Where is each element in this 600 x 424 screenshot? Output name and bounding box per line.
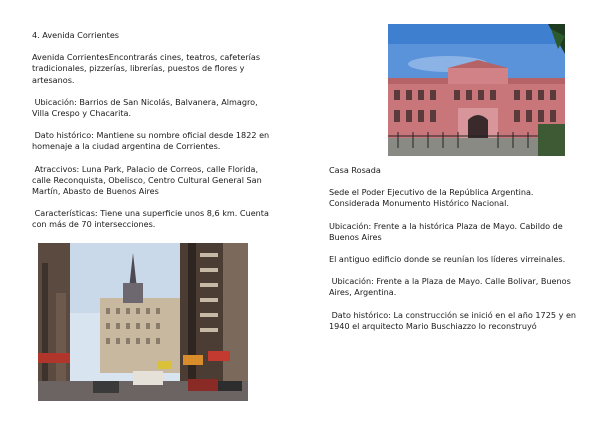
- avenida-corrientes-photo: [38, 243, 248, 401]
- paragraph: Ubicación: Barrios de San Nicolás, Balvanera, Almagro, Villa Crespo y Chacarita.: [32, 96, 261, 119]
- paragraph: Dato histórico: Mantiene su nombre oficial desde 1822 en homenaje a la ciudad argentina de Corrientes.: [32, 130, 272, 152]
- paragraph: Atraccivos: Luna Park, Palacio de Correos, calle Florida, calle Reconquista, Obelisco, Centro Cultural General San Martín, Abasto de Buenos Aires: [32, 163, 265, 197]
- casa-rosada-photo: [388, 24, 565, 156]
- section-heading-corrientes: 4. Avenida Corrientes: [32, 30, 120, 40]
- paragraph: Sede el Poder Ejecutivo de la República Argentina. Considerada Monumento Histórico Nacional.: [329, 187, 537, 209]
- paragraph: Dato histórico: La construcción se inició en el año 1725 y en 1940 el arquitecto Mario Buschiazzo lo reconstruyó: [329, 309, 579, 331]
- paragraph: El antiguo edificio donde se reunían los líderes virreinales.: [329, 254, 566, 265]
- paragraph: Ubicación: Frente a la histórica Plaza de Mayo. Cabildo de Buenos Aires: [329, 220, 566, 242]
- left-column: [32, 30, 277, 242]
- section-heading-casa-rosada: Casa Rosada: [329, 165, 381, 175]
- right-column: [329, 165, 585, 343]
- paragraph: Ubicación: Frente a la Plaza de Mayo. Calle Bolivar, Buenos Aires, Argentina.: [329, 276, 574, 298]
- paragraph: Avenida CorrientesEncontrarás cines, teatros, cafeterías tradicionales, pizzerías, librerías, puestos de flores y artesanos.: [32, 52, 263, 85]
- paragraph: Características: Tiene una superficie unos 8,6 km. Cuenta con más de 70 intersecciones.: [32, 208, 272, 230]
